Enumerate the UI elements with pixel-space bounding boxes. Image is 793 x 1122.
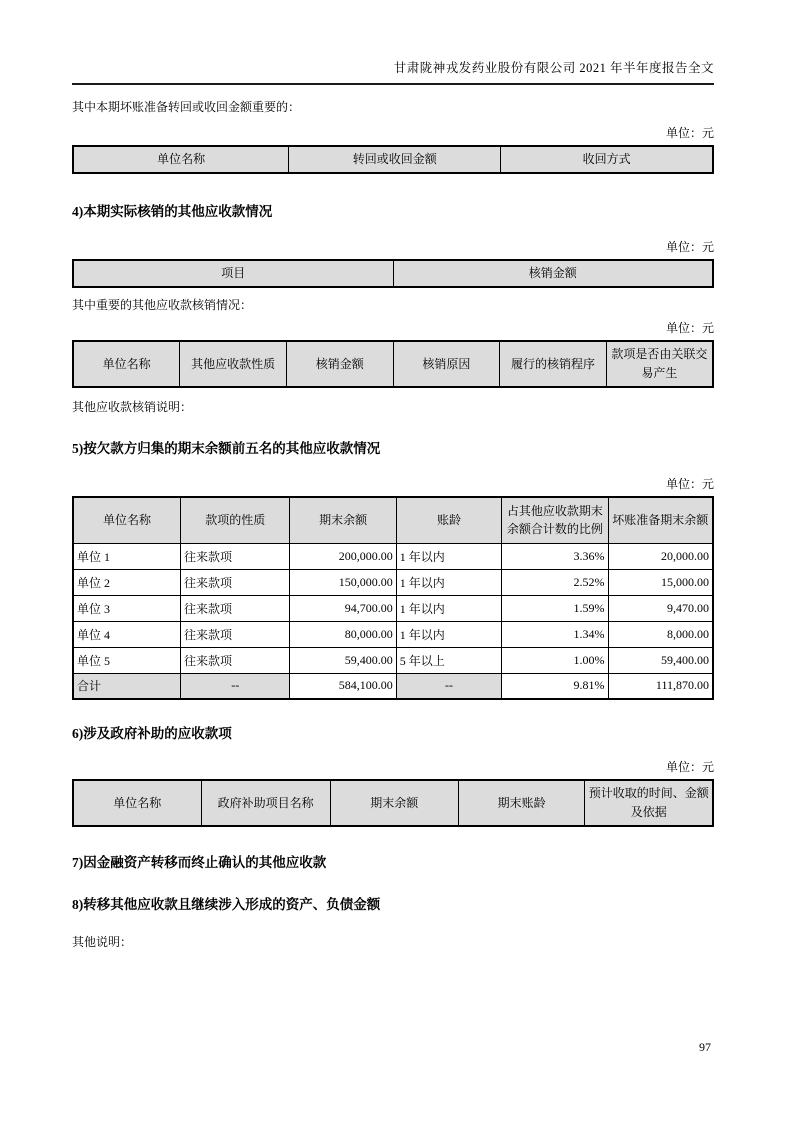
header-cell: 核销金额 — [393, 260, 713, 287]
unit-label: 单位：元 — [665, 321, 714, 335]
header-cell: 占其他应收款期末余额合计数的比例 — [502, 497, 608, 543]
data-cell: 1 年以内 — [396, 569, 502, 595]
data-cell: 往来款项 — [181, 569, 290, 595]
header-cell: 项目 — [73, 260, 393, 287]
unit-label: 单位：元 — [665, 240, 714, 254]
header-cell: 单位名称 — [73, 780, 201, 826]
header-cell: 款项的性质 — [181, 497, 290, 543]
data-cell: 单位 5 — [73, 647, 181, 673]
data-cell: 1.59% — [502, 595, 608, 621]
section-title-6: 6)涉及政府补助的应收款项 — [72, 726, 232, 741]
header-cell: 账龄 — [396, 497, 502, 543]
total-cell: -- — [396, 673, 502, 699]
header-cell: 预计收取的时间、金额及依据 — [585, 780, 713, 826]
header-cell: 核销原因 — [393, 341, 500, 387]
table-total-row — [73, 673, 713, 699]
table-header-row — [73, 780, 713, 826]
data-cell: 9,470.00 — [608, 595, 713, 621]
data-cell: 1 年以内 — [396, 621, 502, 647]
data-cell: 往来款项 — [181, 543, 290, 569]
data-cell: 1.00% — [502, 647, 608, 673]
unit-label: 单位：元 — [665, 760, 714, 774]
data-cell: 单位 4 — [73, 621, 181, 647]
writeoff-table — [72, 259, 714, 288]
header-cell: 单位名称 — [73, 497, 181, 543]
header-cell: 政府补助项目名称 — [201, 780, 330, 826]
writeoff-detail-table — [72, 340, 714, 388]
data-cell: 15,000.00 — [608, 569, 713, 595]
data-cell: 单位 2 — [73, 569, 181, 595]
table-row — [73, 569, 713, 595]
data-cell: 20,000.00 — [608, 543, 713, 569]
data-cell: 1.34% — [502, 621, 608, 647]
page-header: 甘肃陇神戎发药业股份有限公司 2021 年半年度报告全文 — [72, 0, 714, 85]
top5-table — [72, 496, 714, 700]
total-cell: 584,100.00 — [290, 673, 396, 699]
unit-label: 单位：元 — [665, 477, 714, 491]
data-cell: 8,000.00 — [608, 621, 713, 647]
data-cell: 3.36% — [502, 543, 608, 569]
header-cell: 坏账准备期末余额 — [608, 497, 713, 543]
section-title-5: 5)按欠款方归集的期末余额前五名的其他应收款情况 — [72, 441, 381, 456]
data-cell: 5 年以上 — [396, 647, 502, 673]
total-cell: 111,870.00 — [608, 673, 713, 699]
subsidy-table — [72, 779, 714, 827]
header-cell: 期末余额 — [330, 780, 458, 826]
data-cell: 59,400.00 — [290, 647, 396, 673]
other-note: 其他说明： — [72, 935, 133, 949]
header-cell: 期末余额 — [290, 497, 396, 543]
data-cell: 往来款项 — [181, 647, 290, 673]
total-cell: -- — [181, 673, 290, 699]
header-cell: 单位名称 — [73, 341, 180, 387]
header-cell: 单位名称 — [73, 146, 289, 173]
page-number: 97 — [699, 1040, 711, 1054]
header-cell: 其他应收款性质 — [180, 341, 287, 387]
writeoff-explanation: 其他应收款核销说明： — [72, 400, 193, 414]
header-cell: 履行的核销程序 — [500, 341, 607, 387]
header-cell: 转回或收回金额 — [289, 146, 501, 173]
table-row — [73, 543, 713, 569]
unit-label: 单位：元 — [665, 126, 714, 140]
header-cell: 收回方式 — [501, 146, 713, 173]
section-title-7: 7)因金融资产转移而终止确认的其他应收款 — [72, 855, 327, 870]
data-cell: 单位 3 — [73, 595, 181, 621]
data-cell: 1 年以内 — [396, 595, 502, 621]
data-cell: 单位 1 — [73, 543, 181, 569]
section-title-4: 4)本期实际核销的其他应收款情况 — [72, 204, 273, 219]
data-cell: 往来款项 — [181, 595, 290, 621]
section-title-8: 8)转移其他应收款且继续涉入形成的资产、负债金额 — [72, 897, 381, 912]
writeoff-note: 其中重要的其他应收款核销情况： — [72, 298, 253, 312]
table-header-row — [73, 341, 713, 387]
header-cell: 款项是否由关联交易产生 — [606, 341, 713, 387]
intro-paragraph: 其中本期坏账准备转回或收回金额重要的： — [72, 100, 301, 114]
data-cell: 150,000.00 — [290, 569, 396, 595]
table-row — [73, 595, 713, 621]
data-cell: 1 年以内 — [396, 543, 502, 569]
table-header-row — [73, 260, 713, 287]
data-cell: 200,000.00 — [290, 543, 396, 569]
data-cell: 59,400.00 — [608, 647, 713, 673]
table-header-row — [73, 497, 713, 543]
table-row — [73, 621, 713, 647]
table-row — [73, 647, 713, 673]
header-cell: 期末账龄 — [458, 780, 585, 826]
data-cell: 2.52% — [502, 569, 608, 595]
data-cell: 80,000.00 — [290, 621, 396, 647]
header-cell: 核销金额 — [286, 341, 393, 387]
reversal-table — [72, 145, 714, 174]
data-cell: 94,700.00 — [290, 595, 396, 621]
data-cell: 往来款项 — [181, 621, 290, 647]
total-cell: 合计 — [73, 673, 181, 699]
table-header-row — [73, 146, 713, 173]
total-cell: 9.81% — [502, 673, 608, 699]
